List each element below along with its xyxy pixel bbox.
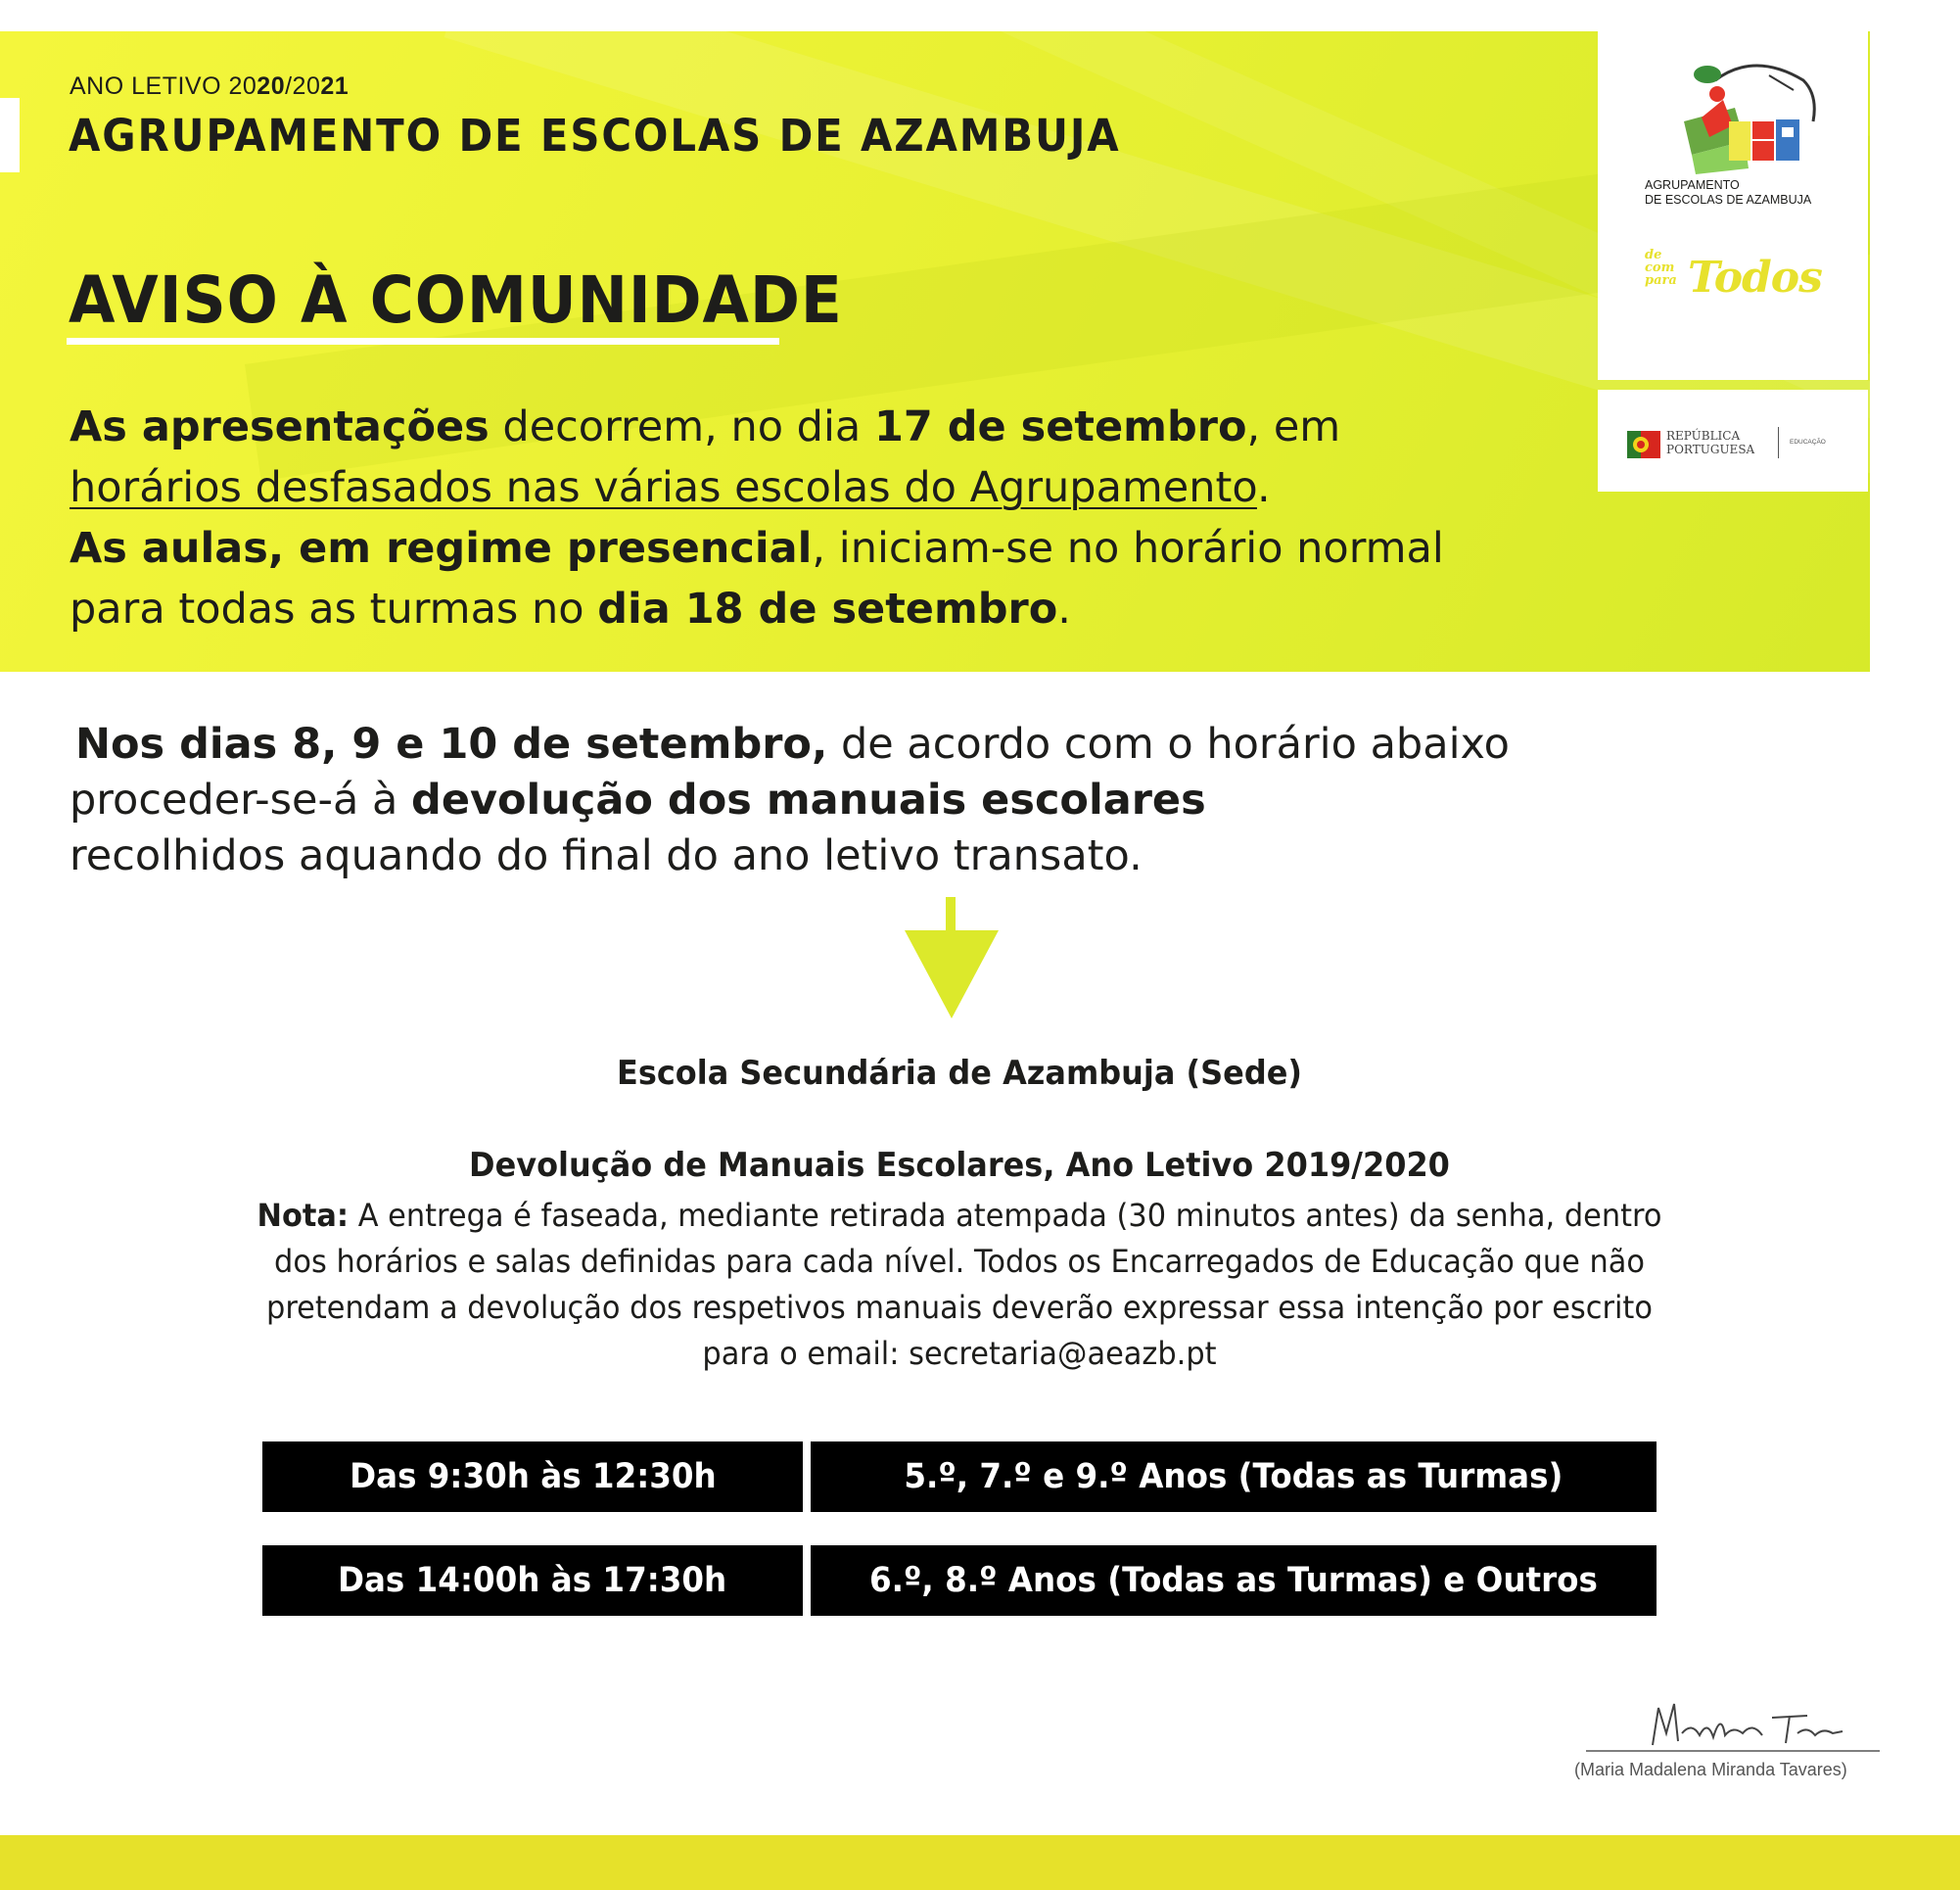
schedule-groups-cell: 5.º, 7.º e 9.º Anos (Todas as Turmas) <box>811 1441 1657 1512</box>
title-underline <box>67 338 779 345</box>
down-arrow-icon <box>905 930 999 1018</box>
school-logo-icon <box>1598 31 1868 178</box>
return-notice: Nos dias 8, 9 e 10 de setembro, de acordo com o horário abaixo proceder-se-á à devolução dos manuais escolares recolhidos aquando do final do ano letivo transato. <box>70 720 1510 880</box>
organization-title: AGRUPAMENTO DE ESCOLAS DE AZAMBUJA <box>69 110 1121 162</box>
footer-bar <box>0 1835 1960 1890</box>
banner-notch <box>0 98 20 172</box>
note-paragraph: Nota: A entrega é faseada, mediante retirada atempada (30 minutos antes) da senha, dentro dos horários e salas definidas para cada nível. Todos os Encarregados de Educação que não pretendam a devolução dos respetivos manuais deverão expressar essa intenção por escrito para o email: secretaria@aeazb.pt <box>257 1197 1662 1372</box>
ministry-label: EDUCAÇÃO <box>1790 439 1826 446</box>
return-title: Devolução de Manuais Escolares, Ano Letivo 2019/2020 <box>469 1146 1450 1185</box>
intro-paragraph: As apresentações decorrem, no dia 17 de setembro, em horários desfasados nas várias escolas do Agrupamento. As aulas, em regime presencial, iniciam-se no horário normal para todas as turmas no dia 18 de setembro. <box>70 402 1444 634</box>
school-year: ANO LETIVO 2020/2021 <box>70 72 350 100</box>
logo-caption: AGRUPAMENTO DE ESCOLAS DE AZAMBUJA <box>1645 178 1812 207</box>
down-arrow-icon <box>946 897 956 932</box>
republic-logo-panel <box>1598 390 1868 492</box>
school-name: Escola Secundária de Azambuja (Sede) <box>616 1054 1303 1093</box>
school-logo-panel: AGRUPAMENTO DE ESCOLAS DE AZAMBUJA de com para Todos <box>1598 31 1868 380</box>
notice-title: AVISO À COMUNIDADE <box>69 262 843 338</box>
republic-divider <box>1778 427 1779 458</box>
republic-emblem-icon <box>1625 425 1664 464</box>
republic-label: REPÚBLICA PORTUGUESA <box>1666 429 1755 456</box>
signatory-name: (Maria Madalena Miranda Tavares) <box>1574 1760 1847 1779</box>
schedule-time-cell: Das 9:30h às 12:30h <box>262 1441 803 1512</box>
schedule-time-cell: Das 14:00h às 17:30h <box>262 1545 803 1616</box>
handwritten-signature <box>1576 1682 1890 1771</box>
schedule-groups-cell: 6.º, 8.º Anos (Todas as Turmas) e Outros <box>811 1545 1657 1616</box>
